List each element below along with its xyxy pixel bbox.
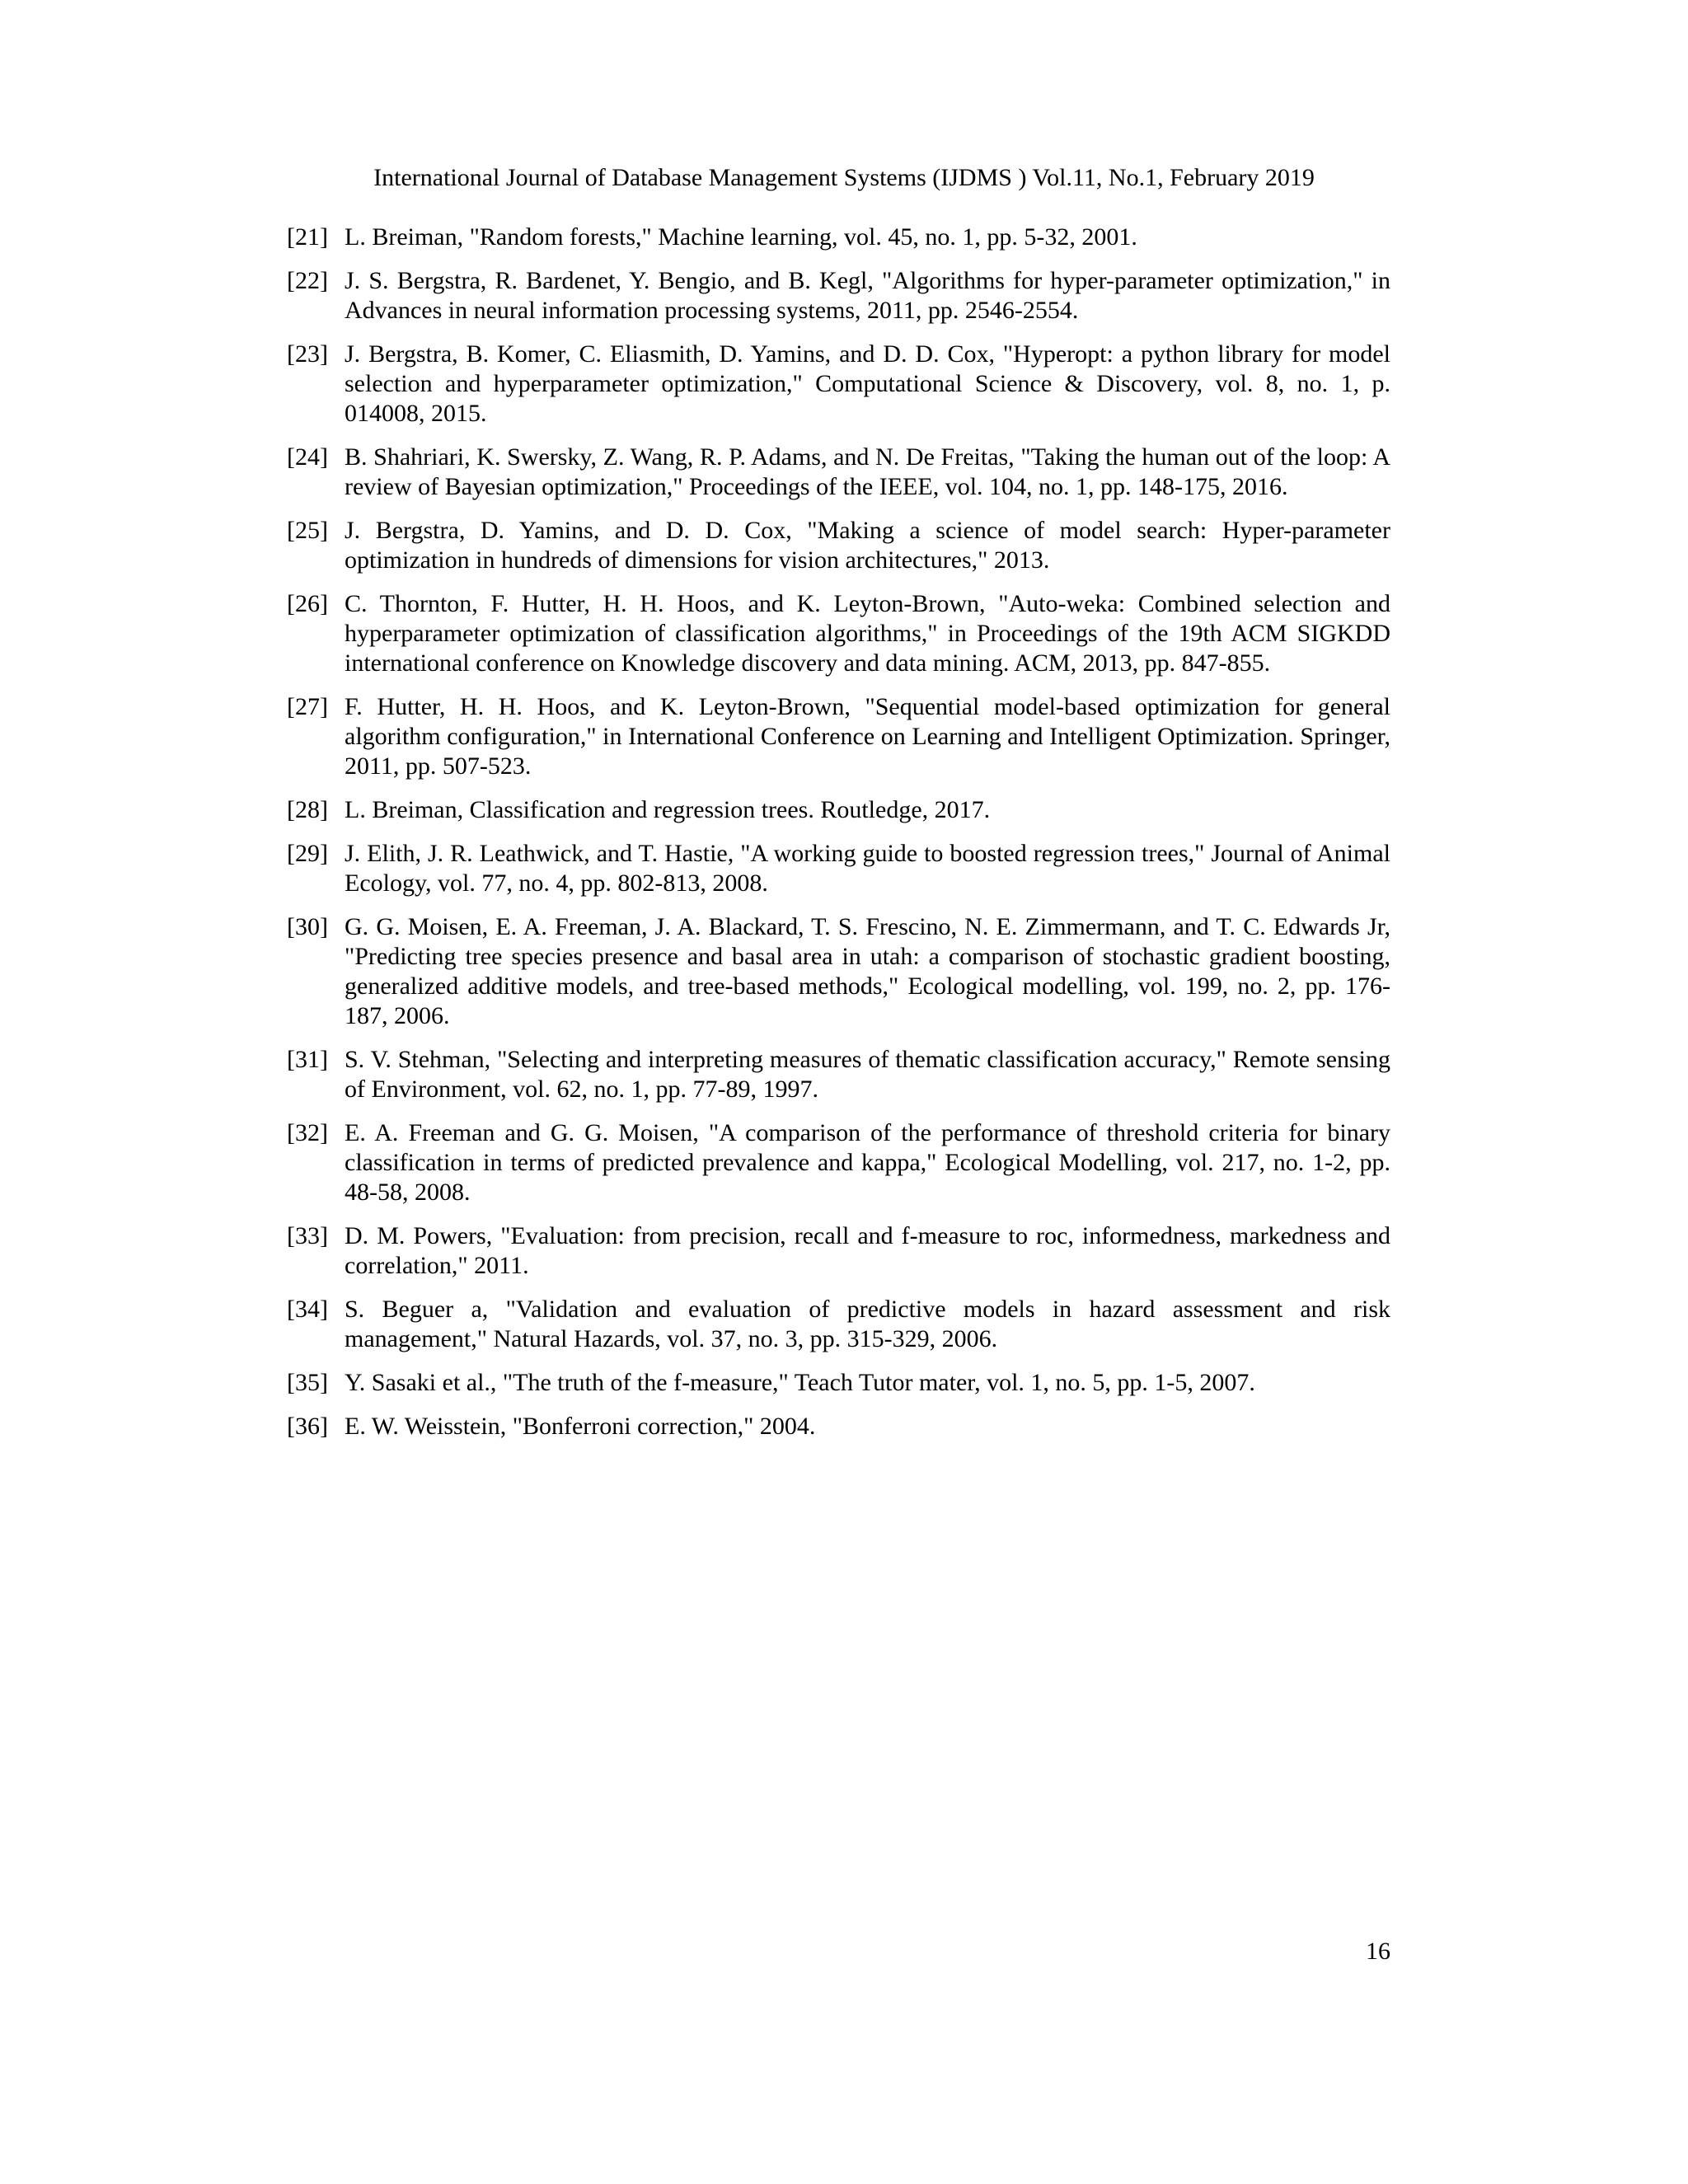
reference-item [287, 223, 1390, 252]
reference-item [287, 912, 1390, 1031]
reference-text: L. Breiman, Classification and regression trees. Routledge, 2017. [345, 796, 991, 823]
reference-item [287, 1221, 1390, 1281]
reference-number: [25] [287, 517, 328, 544]
reference-number: [28] [287, 796, 328, 823]
reference-item [287, 516, 1390, 575]
reference-text: D. M. Powers, "Evaluation: from precision, recall and f-measure to roc, informedness, markedness and correlation," 2011. [345, 1222, 1390, 1279]
reference-list [287, 223, 1390, 1455]
reference-item [287, 1295, 1390, 1354]
reference-text: E. A. Freeman and G. G. Moisen, "A comparison of the performance of threshold criteria for binary classification in terms of predicted prevalence and kappa," Ecological Modelling, vol. 217, no. 1-2, pp. 48-58, 2008. [345, 1119, 1390, 1206]
reference-number: [31] [287, 1046, 328, 1073]
reference-number: [27] [287, 693, 328, 720]
reference-text: C. Thornton, F. Hutter, H. H. Hoos, and K. Leyton-Brown, "Auto-weka: Combined selection and hyperparameter optimization of classification algorithms," in Proceedings of the 19th ACM SIGKDD international conference on Knowledge discovery and data mining. ACM, 2013, pp. 847-855. [345, 590, 1390, 677]
reference-number: [30] [287, 913, 328, 940]
reference-text: G. G. Moisen, E. A. Freeman, J. A. Blackard, T. S. Frescino, N. E. Zimmermann, and T. C. Edwards Jr, "Predicting tree species presence and basal area in utah: a comparison of stochastic gradient boosting, generalized additive models, and tree-based methods," Ecological modelling, vol. 199, no. 2, pp. 176-187, 2006. [345, 913, 1390, 1029]
reference-item [287, 443, 1390, 502]
reference-item [287, 266, 1390, 326]
reference-text: J. Bergstra, D. Yamins, and D. D. Cox, "Making a science of model search: Hyper-parameter optimization in hundreds of dimensions for vision architectures," 2013. [345, 517, 1390, 574]
reference-number: [24] [287, 443, 328, 471]
reference-number: [36] [287, 1413, 328, 1440]
reference-item [287, 839, 1390, 898]
reference-text: L. Breiman, "Random forests," Machine learning, vol. 45, no. 1, pp. 5-32, 2001. [345, 223, 1137, 251]
reference-item [287, 692, 1390, 781]
reference-number: [21] [287, 223, 328, 251]
reference-text: J. Bergstra, B. Komer, C. Eliasmith, D. Yamins, and D. D. Cox, "Hyperopt: a python library for model selection and hyperparameter optimization," Computational Science & Discovery, vol. 8, no. 1, p. 014008, 2015. [345, 340, 1390, 427]
page-number: 16 [1366, 1938, 1390, 1965]
reference-item [287, 1412, 1390, 1441]
reference-item [287, 589, 1390, 678]
reference-number: [35] [287, 1369, 328, 1396]
reference-text: Y. Sasaki et al., "The truth of the f-measure," Teach Tutor mater, vol. 1, no. 5, pp. 1-5, 2007. [345, 1369, 1255, 1396]
reference-item [287, 1368, 1390, 1398]
reference-number: [29] [287, 840, 328, 867]
reference-item [287, 340, 1390, 429]
reference-item [287, 795, 1390, 825]
reference-number: [23] [287, 340, 328, 368]
reference-item [287, 1118, 1390, 1207]
reference-item [287, 1045, 1390, 1104]
reference-text: E. W. Weisstein, "Bonferroni correction," 2004. [345, 1413, 816, 1440]
reference-text: J. Elith, J. R. Leathwick, and T. Hastie, "A working guide to boosted regression trees," Journal of Animal Ecology, vol. 77, no. 4, pp. 802-813, 2008. [345, 840, 1390, 897]
running-header: International Journal of Database Management Systems (IJDMS ) Vol.11, No.1, February 2019 [373, 164, 1315, 191]
reference-text: S. V. Stehman, "Selecting and interpreting measures of thematic classification accuracy," Remote sensing of Environment, vol. 62, no. 1, pp. 77-89, 1997. [345, 1046, 1390, 1103]
reference-text: F. Hutter, H. H. Hoos, and K. Leyton-Brown, "Sequential model-based optimization for general algorithm configuration," in International Conference on Learning and Intelligent Optimization. Springer, 2011, pp. 507-523. [345, 693, 1390, 780]
reference-number: [26] [287, 590, 328, 617]
reference-number: [34] [287, 1296, 328, 1323]
reference-text: S. Beguer a, "Validation and evaluation of predictive models in hazard assessment and risk management," Natural Hazards, vol. 37, no. 3, pp. 315-329, 2006. [345, 1296, 1390, 1352]
reference-text: J. S. Bergstra, R. Bardenet, Y. Bengio, and B. Kegl, "Algorithms for hyper-parameter optimization," in Advances in neural information processing systems, 2011, pp. 2546-2554. [345, 267, 1390, 324]
reference-number: [33] [287, 1222, 328, 1249]
reference-text: B. Shahriari, K. Swersky, Z. Wang, R. P. Adams, and N. De Freitas, "Taking the human out of the loop: A review of Bayesian optimization," Proceedings of the IEEE, vol. 104, no. 1, pp. 148-175, 2016. [345, 443, 1390, 500]
reference-number: [22] [287, 267, 328, 294]
reference-number: [32] [287, 1119, 328, 1146]
